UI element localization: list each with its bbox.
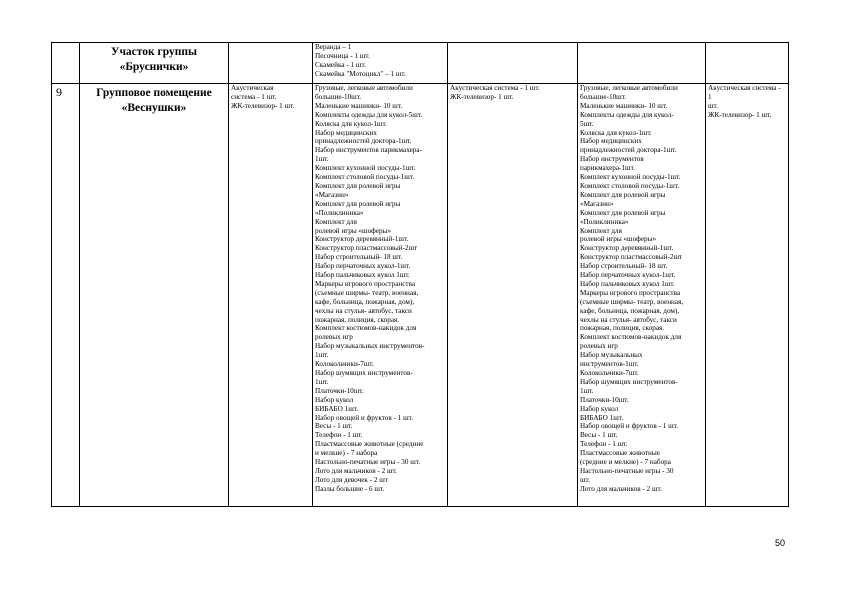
cell-line: «Поликлиника» [580, 217, 629, 226]
cell-line: (съемные ширмы- театр, военная, [315, 288, 419, 297]
cell-col-c [448, 43, 578, 84]
cell-line: большие-10шт. [580, 92, 627, 101]
cell-line: чехлы на стулья- автобус, такси [315, 306, 412, 315]
cell-line: Лото для девочек - 2 шт [315, 475, 388, 484]
cell-line: парикмахера-1шт. [580, 164, 635, 173]
cell-line: Платочки-10шт. [580, 395, 629, 404]
cell-line: Акустическая [231, 84, 274, 92]
cell-line: Набор медицинских [315, 128, 377, 137]
cell-line: Набор перчаточных кукол-1шт. [315, 262, 411, 271]
cell-line: Набор шумящих инструментов- [580, 377, 678, 386]
cell-line: «Поликлиника» [315, 208, 364, 217]
cell-line: Набор инструментов [580, 155, 644, 164]
cell-line: Весы - 1 шт. [580, 431, 618, 440]
cell-line: Набор кукол [315, 395, 354, 404]
row-number [52, 43, 80, 84]
cell-line: Комплект для [580, 226, 622, 235]
cell-line: Комплект кухонной посуды-1шт. [580, 173, 681, 182]
cell-line: 1шт. [580, 386, 594, 395]
cell-line: чехлы на стулья- автобус, такси [580, 315, 677, 324]
cell-line: Конструктор деревянный-1шт. [315, 235, 409, 244]
cell-line: Набор овощей и фруктов - 1 шт. [315, 413, 414, 422]
cell-col-b [313, 84, 448, 507]
table-row [52, 84, 789, 507]
cell-line: ролевой игры «шоферы» [580, 235, 657, 244]
cell-line: БИБАБО 1шт. [315, 404, 359, 413]
cell-line: ЖК-телевизор- 1 шт. [450, 92, 514, 101]
cell-col-e [706, 43, 789, 84]
cell-line: ролевых игр [580, 342, 618, 351]
cell-line: Набор пальчиковых кукол 1шт. [580, 279, 675, 288]
cell-col-e [706, 84, 789, 507]
cell-line: ролевых игр [315, 333, 353, 342]
cell-line: Скамейка - 1 шт. [315, 60, 366, 69]
cell-line: пожарная, полиция, скорая. [315, 315, 400, 324]
cell-line: Пластмассовые животные (средние [315, 440, 424, 449]
cell-line: принадлежностей доктора-1шт. [315, 137, 412, 146]
cell-line: Набор пальчиковых кукол 1шт. [315, 271, 410, 280]
equipment-table [51, 42, 789, 507]
cell-line: 5шт. [580, 119, 594, 128]
cell-line: Акустическая система - 1 шт. [450, 84, 540, 92]
cell-line: Лото для мальчиков - 2 шт. [315, 466, 397, 475]
cell-line: Комплект для ролевой игры [315, 181, 401, 190]
table-row [52, 43, 789, 84]
cell-line: Набор овощей и фруктов - 1 шт. [580, 422, 679, 431]
cell-line: Веранда – 1 [315, 43, 352, 51]
cell-line: Коляска для кукол-1шт. [580, 128, 652, 137]
cell-line: «Магазин» [580, 199, 614, 208]
cell-line: Комплект кухонной посуды-1шт. [315, 164, 416, 173]
cell-line: Платочки-10шт. [315, 386, 364, 395]
cell-line: Комплект столовой посуды-1шт. [315, 173, 415, 182]
cell-line: Маркеры игрового пространства [315, 279, 416, 288]
cell-line: Грузовые, легковые автомобили [315, 84, 413, 92]
cell-line: ЖК-телевизор- 1 шт. [231, 101, 295, 110]
cell-line: Комплект для ролевой игры [580, 208, 666, 217]
cell-line: Комплект костюмов-накидок для [315, 324, 417, 333]
cell-line: и мелкие) - 7 набора [315, 449, 378, 458]
cell-line: Конструктор пластмассовый-2шт [315, 244, 418, 253]
cell-line: кафе, больница, пожарная, дом), [580, 306, 680, 315]
cell-col-a [229, 84, 313, 507]
cell-line: Настольно-печатные игры - 30 [580, 466, 674, 475]
cell-line: Маркеры игрового пространства [580, 288, 681, 297]
cell-line: Комплект для ролевой игры [315, 199, 401, 208]
cell-line: Набор музыкальных инструментов- [315, 342, 425, 351]
cell-line: Набор медицинских [580, 137, 642, 146]
cell-line: Телефон - 1 шт. [580, 440, 628, 449]
cell-line: Коляска для кукол-1шт. [315, 119, 387, 128]
page-number: 50 [775, 538, 786, 548]
cell-col-d [578, 84, 706, 507]
cell-line: пожарная, полиция, скорая. [580, 324, 665, 333]
cell-line: Пластмассовые животные [580, 449, 660, 458]
cell-line: Набор шумящих инструментов- [315, 369, 413, 377]
cell-line: Маленькие машинки- 10 шт. [580, 101, 668, 110]
cell-line: Конструктор пластмассовый-2шт [580, 253, 683, 262]
cell-line: кафе, больница, пожарная, дом), [315, 297, 415, 306]
cell-line: Настольно-печатные игры - 30 шт. [315, 458, 421, 467]
cell-line: 1шт. [315, 377, 329, 386]
cell-line: Скамейка "Мотоцикл" – 1 шт. [315, 69, 406, 78]
row-number: 9 [52, 84, 80, 507]
cell-line: Набор музыкальных [580, 351, 643, 360]
cell-line: ролевой игры «шоферы» [315, 226, 392, 235]
cell-line: Пазлы большие - 6 шт. [315, 484, 385, 493]
group-name: Групповое помещение «Веснушки» [80, 84, 229, 507]
cell-line: Комплекты одежды для кукол- [580, 110, 674, 119]
cell-line: Песочница - 1 шт. [315, 51, 370, 60]
cell-line: Грузовые, легковые автомобили [580, 84, 678, 92]
cell-col-a [229, 43, 313, 84]
cell-col-c [448, 84, 578, 507]
cell-line: Колокольчики-7шт. [315, 360, 374, 369]
cell-line: ЖК-телевизор- 1 шт. [708, 110, 772, 119]
cell-line: Акустическая система - 1 [708, 84, 781, 101]
cell-line: Комплект для ролевой игры [580, 190, 666, 199]
cell-line: шт. [580, 475, 590, 484]
cell-line: Весы - 1 шт. [315, 422, 353, 431]
cell-line: шт. [708, 101, 718, 110]
cell-line: Конструктор деревянный-1шт. [580, 244, 674, 253]
group-name: Участок группы «Бруснички» [80, 43, 229, 84]
cell-line: БИБАБО 1шт. [580, 413, 624, 422]
cell-line: инструментов-1шт. [580, 360, 639, 369]
cell-col-b [313, 43, 448, 84]
cell-line: Комплекты одежды для кукол-5шт. [315, 110, 423, 119]
cell-line: (средние и мелкие) - 7 набора [580, 458, 671, 467]
cell-line: Набор строительный- 18 шт. [315, 253, 403, 262]
cell-col-d [578, 43, 706, 84]
cell-line: Комплект столовой посуды-1шт. [580, 181, 680, 190]
cell-line: большие-10шт. [315, 92, 362, 101]
cell-line: Комплект для [315, 217, 357, 226]
cell-line: Набор строительный- 18 шт. [580, 262, 668, 271]
cell-line: Телефон - 1 шт. [315, 431, 363, 440]
cell-line: (съемные ширмы- театр, военная, [580, 297, 684, 306]
cell-line: 1шт. [315, 155, 329, 164]
cell-line: Комплект костюмов-накидок для [580, 333, 682, 342]
cell-line: Набор перчаточных кукол-1шт. [580, 271, 676, 280]
cell-line: система - 1 шт. [231, 92, 277, 101]
cell-line: «Магазин» [315, 190, 349, 199]
cell-line: Набор кукол [580, 404, 619, 413]
cell-line: Лото для мальчиков - 2 шт. [580, 484, 662, 493]
cell-line: принадлежностей доктора-1шт. [580, 146, 677, 155]
cell-line: Набор инструментов парикмахера- [315, 146, 422, 155]
cell-line: Колокольчики-7шт. [580, 369, 639, 377]
cell-line: Маленькие машинки- 10 шт. [315, 101, 403, 110]
cell-line: 1шт. [315, 351, 329, 360]
